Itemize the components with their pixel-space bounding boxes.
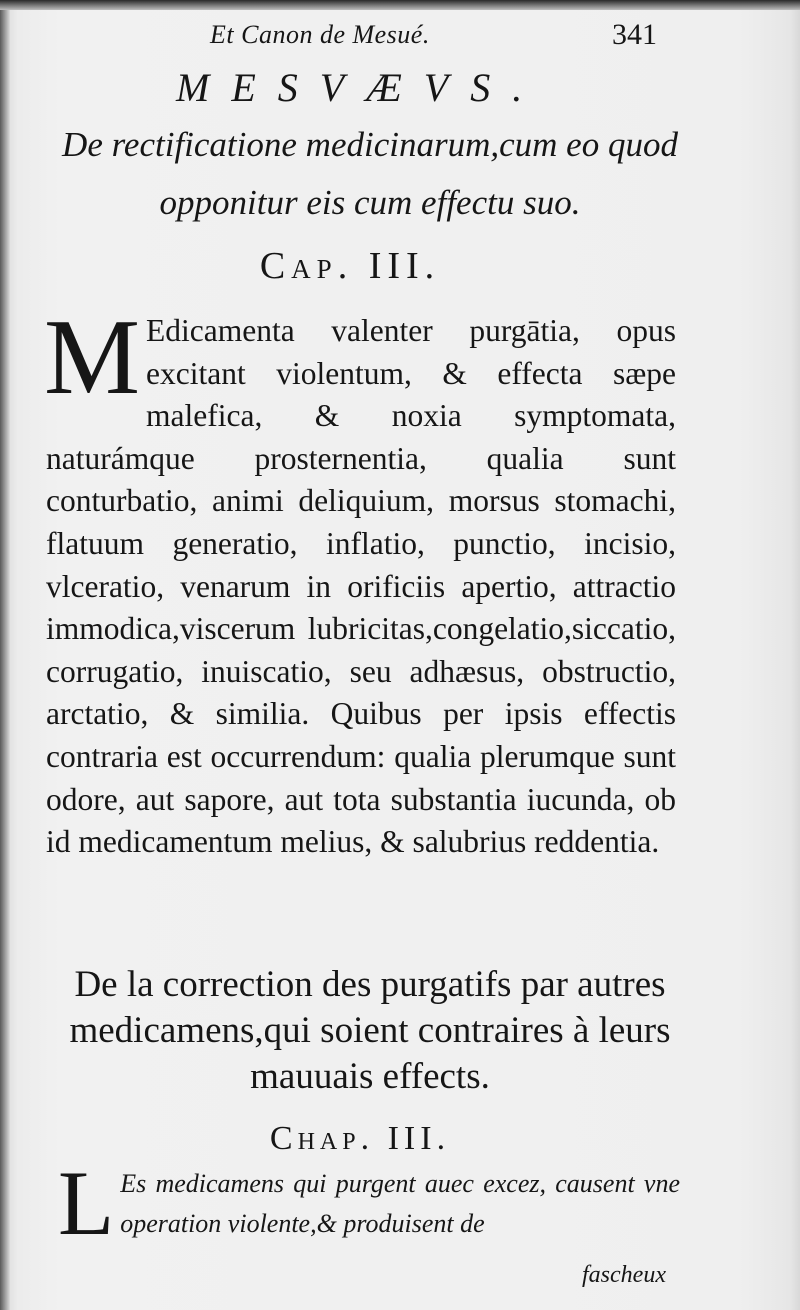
latin-section-title: De rectificatione medicinarum,cum eo quod opponitur eis cum effectu suo. [62,125,678,222]
latin-chapter-heading: Cap. III. [259,245,441,287]
french-drop-cap: L [58,1152,115,1254]
author-heading: MESVÆVS. [176,65,545,110]
running-head: Et Canon de Mesué. [210,20,430,49]
french-section-title: De la correction des purgatifs par autres medicamens,qui soient contraires à leurs mauuais effects. [69,964,671,1097]
page-number: 341 [612,18,657,51]
french-paragraph [58,1152,680,1254]
latin-paragraph-text: Edicamenta valenter purgātia, opus excitant violentum, & effecta sæpe malefica, & noxia symptomata, naturámque prosternentia, qualia sunt conturbatio, animi deliquium, morsus stomachi, flatuum generatio, inflatio, punctio, incisio, vlceratio, venarum in orificiis apertio, attractio immodica,viscerum lubricitas,congelatio,siccatio, corrugatio, inuiscatio, seu adhæsus, obstructio, arctatio, & similia. Quibus per ipsis effectis contraria est occurrendum: qualia plerumque sunt odore, aut sapore, aut tota substantia iucunda, ob id medicamentum melius, & salubrius reddentia. [46,313,676,860]
latin-paragraph [44,298,676,864]
french-paragraph-text: Es medicamens qui purgent auec excez, causent vne operation violente,& produisent de [120,1169,680,1238]
page-top-edge [0,0,800,10]
catchword: fascheux [582,1262,666,1288]
page-edge-shadow [0,0,10,1310]
latin-drop-cap: M [44,298,141,417]
french-chapter-heading: Chap. III. [269,1120,451,1157]
